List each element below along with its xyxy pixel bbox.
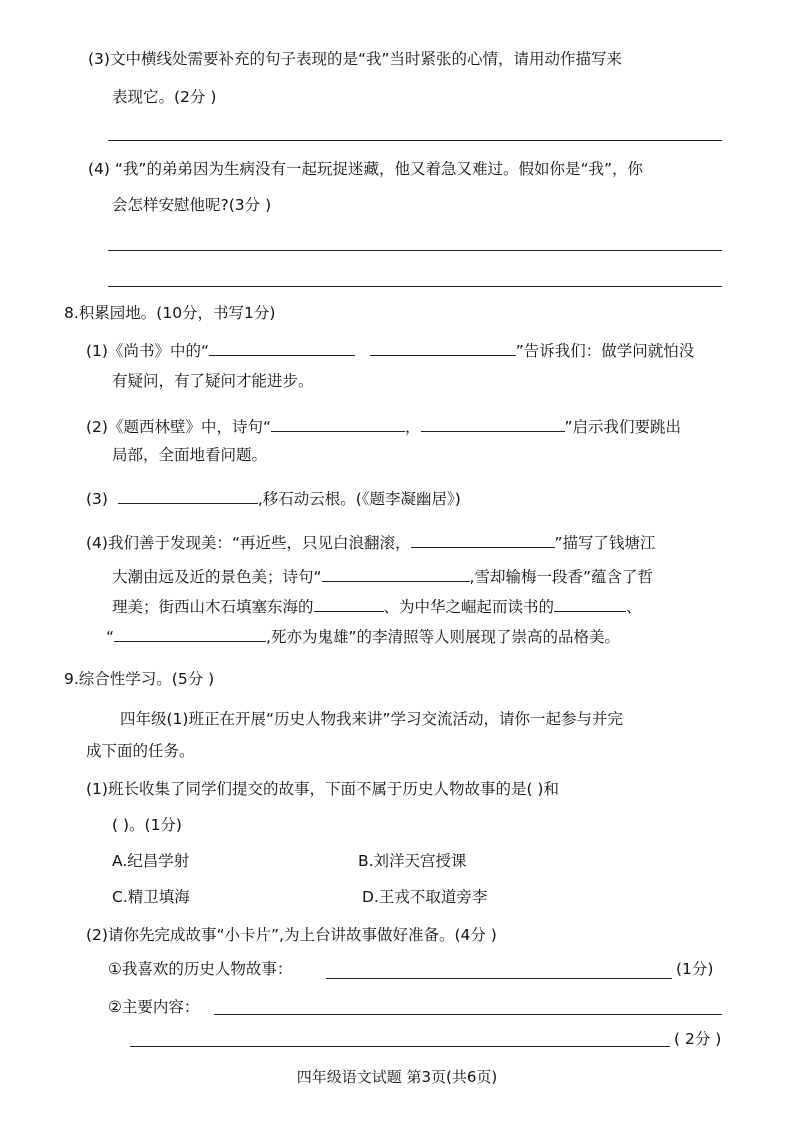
q8-p4-text-e: 理美；街西山木石填塞东海的 [112,598,314,616]
q8-p4-blank-5[interactable] [114,626,266,642]
q8-p1-blank-1[interactable] [209,340,355,356]
q7-p4-line2: 会怎样安慰他呢?(3分 ) [112,196,272,214]
q8-p4-text-b: ”描写了钱塘江 [554,534,656,552]
q8-p4-blank-2[interactable] [322,566,470,582]
q9-p2-s2-label: ②主要内容： [108,998,200,1016]
q8-p4-line2 [112,566,653,588]
q8-p2-blank-2[interactable] [421,416,565,432]
q9-intro-line1: 四年级(1)班正在开展“历史人物我来讲”学习交流活动，请你一起参与并完 [120,710,624,728]
q7-p3-line1: (3)文中横线处需要补充的句子表现的是“我”当时紧张的心情，请用动作描写来 [88,50,623,68]
q8-p4-text-f: 、为中华之崛起而读书的 [383,598,555,616]
q9-p1-line1: (1)班长收集了同学们提交的故事，下面不属于历史人物故事的是( )和 [86,780,559,798]
q8-p4-text-a: (4)我们善于发现美：“再近些，只见白浪翻滚， [86,534,411,552]
q8-p4-line1 [86,532,656,554]
q8-p3-text-b: ,移石动云根。(《题李凝幽居》) [257,490,461,508]
page-footer: 四年级语文试题 第3页(共6页) [296,1068,498,1086]
q9-p2-s2-answer-line-2[interactable] [130,1046,670,1047]
q7-p4-answer-line-2[interactable] [108,286,722,287]
q8-p4-text-h: “ [106,628,115,646]
q8-p4-blank-3[interactable] [314,596,384,612]
q8-p4-text-i: ,死亦为鬼雄”的李清照等人则展现了崇高的品格美。 [266,628,620,646]
q8-p3-text-a: (3) [86,490,108,508]
q8-p2-text-a: (2)《题西林壁》中，诗句“ [86,418,271,436]
q9-p2-s2-score: ( 2分 ) [674,1030,722,1048]
q8-p1-text-a: (1)《尚书》中的“ [86,342,209,360]
q8-p1-text-b: ”告诉我们：做学问就怕没 [515,342,695,360]
q8-p4-blank-4[interactable] [554,596,626,612]
q8-p4-line3 [112,596,642,618]
q7-p4-line1: (4) “我”的弟弟因为生病没有一起玩捉迷藏，他又着急又难过。假如你是“我”，你 [88,160,644,178]
q8-p4-blank-1[interactable] [411,532,555,548]
q9-p2-s2-answer-line-1[interactable] [214,1014,722,1015]
q8-p3-line1 [86,488,461,510]
q9-option-b[interactable]: B.刘洋天宫授课 [358,852,467,870]
q9-p1-line2: ( )。(1分) [112,816,182,834]
q9-option-a[interactable]: A.纪昌学射 [112,852,190,870]
q9-option-c[interactable]: C.精卫填海 [112,888,190,906]
q9-p2-line1: (2)请你先完成故事“小卡片”,为上台讲故事做好准备。(4分 ) [86,926,497,944]
q8-p4-text-g: 、 [626,598,642,616]
q8-p1-blank-2[interactable] [370,340,516,356]
q8-p2-blank-1[interactable] [271,416,405,432]
q8-p4-text-d: ,雪却输梅一段香”蕴含了哲 [469,568,653,586]
q8-p3-blank[interactable] [118,488,258,504]
q9-p2-s1-score: (1分) [676,960,714,978]
q7-p3-line2: 表现它。(2分 ) [112,88,217,106]
q8-p2-line1 [86,416,681,438]
q8-p4-line4 [106,626,620,648]
q7-p3-answer-line[interactable] [108,140,722,141]
q8-p2-text-b: ， [405,418,421,436]
q9-option-d[interactable]: D.王戎不取道旁李 [362,888,488,906]
q8-p1-line1 [86,340,694,362]
q9-p2-s1-answer-line[interactable] [326,978,672,979]
q8-p2-line2: 局部，全面地看问题。 [112,446,268,464]
q9-p2-s1-label: ①我喜欢的历史人物故事： [108,960,293,978]
q8-p2-text-c: ”启示我们要跳出 [564,418,682,436]
q8-p1-line2: 有疑问，有了疑问才能进步。 [112,372,314,390]
q9-intro-line2: 成下面的任务。 [86,742,195,760]
q9-title: 9.综合性学习。(5分 ) [64,670,215,688]
q7-p4-answer-line-1[interactable] [108,250,722,251]
q8-p4-text-c: 大潮由远及近的景色美；诗句“ [112,568,322,586]
q8-title: 8.积累园地。(10分，书写1分) [64,304,276,322]
